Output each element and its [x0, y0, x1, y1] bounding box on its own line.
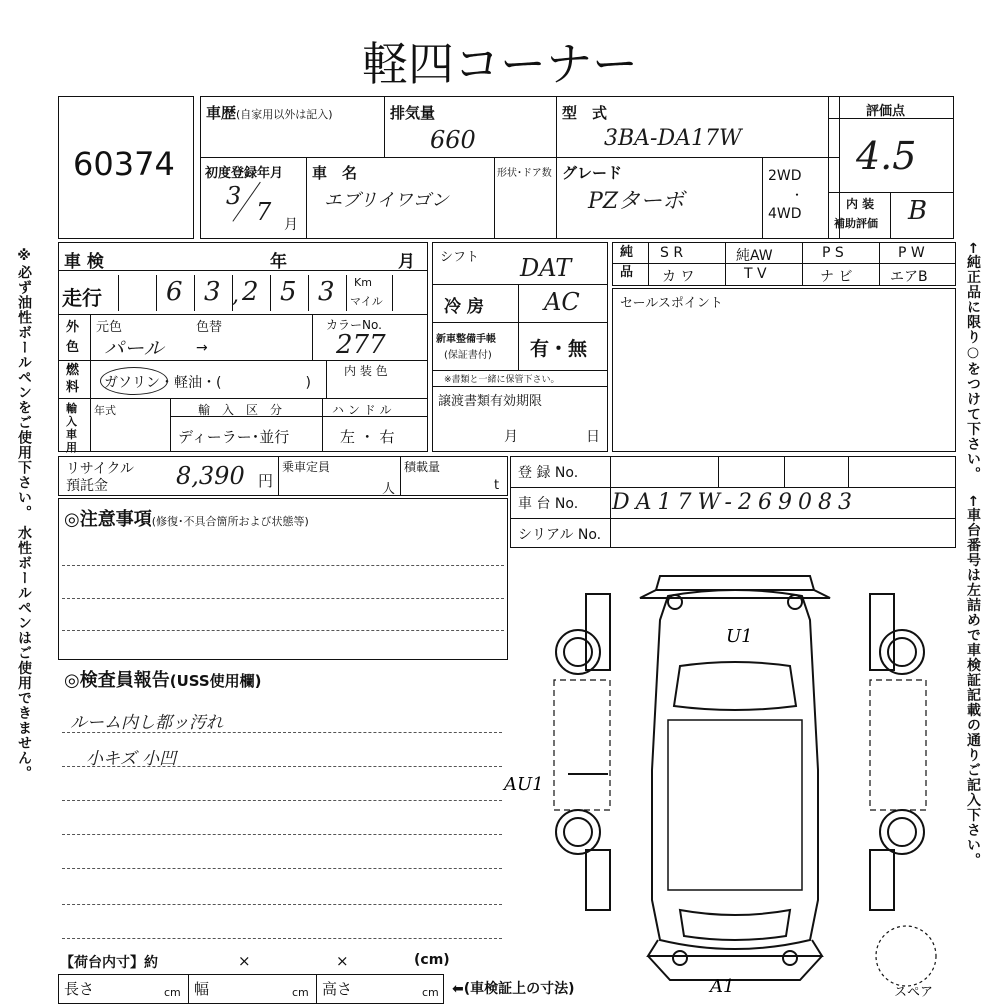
cargo-x2: ×: [336, 952, 349, 970]
exterior-side-label: 外 色: [66, 320, 80, 355]
cargo-height: 高さ: [322, 980, 353, 998]
recycle-label: リサイクル: [66, 461, 135, 477]
cargo-height-unit: cm: [422, 986, 439, 999]
inspector-line-2: 小キズ 小凹: [86, 749, 177, 769]
interior-color-label: 内 装 色: [344, 364, 388, 378]
first-reg-label: 初度登録年月: [205, 166, 284, 181]
transfer-month: 月: [504, 429, 518, 445]
service-book-value: 有・無: [530, 338, 588, 360]
transfer-label: 譲渡書類有効期限: [438, 394, 543, 409]
grade-value: PZターボ: [588, 189, 685, 214]
cargo-label: 【荷台内寸】約: [60, 955, 158, 971]
cargo-length: 長さ: [64, 980, 95, 998]
genuine-leather: カ ワ: [662, 269, 695, 285]
aircon-value: AC: [544, 288, 580, 316]
genuine-navi: ナ ビ: [820, 269, 853, 285]
color-no-value: 277: [336, 330, 386, 360]
shift-value: DAT: [520, 254, 572, 282]
exterior-arrow: →: [196, 340, 208, 356]
chassis-value: DA17W-269083: [612, 490, 858, 515]
sales-point-label: セールスポイント: [620, 296, 723, 311]
genuine-tv: T V: [744, 266, 767, 282]
page-title: 軽四コーナー: [362, 37, 638, 91]
cargo-dimension-row: [58, 974, 444, 1004]
mileage-digit-3: 3: [204, 277, 221, 307]
right-side-note-top: ←純正品に限り○をつけて下さい。: [965, 242, 981, 482]
genuine-side-label: 純 品: [620, 245, 634, 280]
model-label: 型 式: [562, 104, 608, 122]
cargo-width: 幅: [194, 980, 210, 998]
mileage-comma: ,: [232, 283, 239, 308]
first-reg-month-unit: 月: [284, 217, 298, 233]
recycle-value: 8,390: [176, 462, 245, 490]
mileage-digit-6: 3: [318, 277, 335, 307]
diagram-u1: U1: [726, 626, 753, 647]
left-side-note: ※必ず油性ボールペンをご使用下さい。 水性ボールペンはご使用できません。: [16, 248, 32, 781]
drive-2wd: 2WD: [768, 168, 802, 184]
transfer-day: 日: [586, 429, 600, 445]
cargo-width-unit: cm: [292, 986, 309, 999]
model-value: 3BA-DA17W: [604, 126, 742, 151]
fuel-options: ガソリン・軽油・( ): [104, 375, 311, 391]
load-label: 積載量: [404, 460, 441, 474]
handle-value: 左 ・ 右: [340, 428, 395, 446]
notes-label: ◎注意事項(修復･不具合箇所および状態等): [64, 509, 309, 530]
displacement-label: 排気量: [390, 104, 436, 122]
exterior-change-label: 色替: [196, 320, 223, 335]
right-side-note-bottom: ←車台番号は左詰めで車検証記載の通りご記入下さい。: [965, 495, 981, 868]
shaken-month: 月: [398, 252, 415, 272]
import-class-label: 輸 入 区 分: [198, 403, 283, 417]
fuel-side-label: 燃 料: [66, 363, 80, 395]
service-book-sub: (保証書付): [444, 350, 492, 361]
serial-label: シリアル No.: [518, 527, 602, 543]
diagram-spare-label: スペア: [894, 985, 934, 1000]
recycle-unit: 円: [258, 472, 274, 490]
genuine-aw: 純AW: [736, 248, 773, 264]
cargo-note: ⬅(車検証上の寸法): [452, 981, 575, 997]
mileage-digit-4: 2: [242, 277, 259, 307]
cargo-unit: (cm): [414, 952, 450, 968]
lot-number-box: [58, 96, 194, 239]
first-reg-year: 3: [226, 182, 242, 210]
shaken-label: 車 検: [64, 252, 104, 272]
inspector-label: ◎検査員報告(USS使用欄): [64, 670, 262, 691]
exterior-orig-value: パール: [104, 336, 164, 360]
import-side-label: 輸 入 車 用: [66, 402, 77, 454]
load-unit: t: [494, 478, 500, 493]
shaken-year: 年: [270, 252, 287, 272]
interior-sub-label: 補助評価: [834, 217, 878, 230]
genuine-pw: P W: [898, 245, 925, 261]
handle-label: ハ ン ド ル: [332, 403, 392, 417]
registration-label: 登 録 No.: [518, 465, 579, 481]
genuine-airbag: エアB: [890, 269, 928, 285]
drive-4wd: 4WD: [768, 206, 802, 222]
shape-doors-label: 形状･ドア数: [497, 168, 552, 179]
mileage-digit-2: 6: [166, 277, 183, 307]
mileage-unit-km: Km: [354, 276, 372, 289]
displacement-value: 660: [430, 126, 476, 154]
lot-number: 60374: [73, 145, 175, 183]
genuine-ps: P S: [822, 245, 844, 261]
car-name-value: エブリイワゴン: [324, 190, 449, 211]
interior-label: 内 装: [846, 197, 875, 211]
diagram-a1: A1: [710, 976, 735, 997]
history-label: 車歴(自家用以外は記入): [206, 104, 333, 122]
capacity-unit: 人: [382, 482, 396, 497]
mileage-unit-mile: マイル: [350, 295, 383, 308]
diagram-au1: AU1: [504, 774, 544, 795]
cargo-length-unit: cm: [164, 986, 181, 999]
drive-dot: ・: [791, 188, 804, 202]
genuine-sr: S R: [660, 245, 684, 261]
service-book-label: 新車整備手帳: [436, 334, 496, 345]
mileage-digit-5: 5: [280, 277, 297, 307]
capacity-label: 乗車定員: [282, 460, 331, 474]
color-no-label: カラーNo.: [326, 318, 382, 332]
import-class-value: ディーラー･並行: [178, 428, 290, 446]
mileage-label: 走行: [62, 286, 102, 310]
aircon-label: 冷 房: [444, 297, 484, 317]
grade-label: グレード: [562, 164, 623, 182]
first-reg-month: 7: [256, 198, 272, 226]
service-book-note: ※書類と一緒に保管下さい。: [444, 375, 560, 385]
interior-value: B: [908, 196, 928, 226]
shift-label: シフト: [440, 250, 480, 265]
exterior-orig-label: 元色: [96, 320, 123, 335]
score-value: 4.5: [856, 134, 917, 178]
cargo-x1: ×: [238, 952, 251, 970]
import-year-label: 年式: [94, 404, 116, 417]
score-label: 評価点: [866, 104, 906, 119]
recycle-label-2: 預託金: [66, 478, 108, 494]
chassis-label: 車 台 No.: [518, 496, 579, 512]
mileage-digit-boxes: [118, 275, 393, 311]
sales-point-box: [612, 288, 956, 452]
car-name-label: 車 名: [312, 164, 358, 182]
inspector-line-1: ルーム内し都ッ汚れ: [70, 713, 223, 733]
